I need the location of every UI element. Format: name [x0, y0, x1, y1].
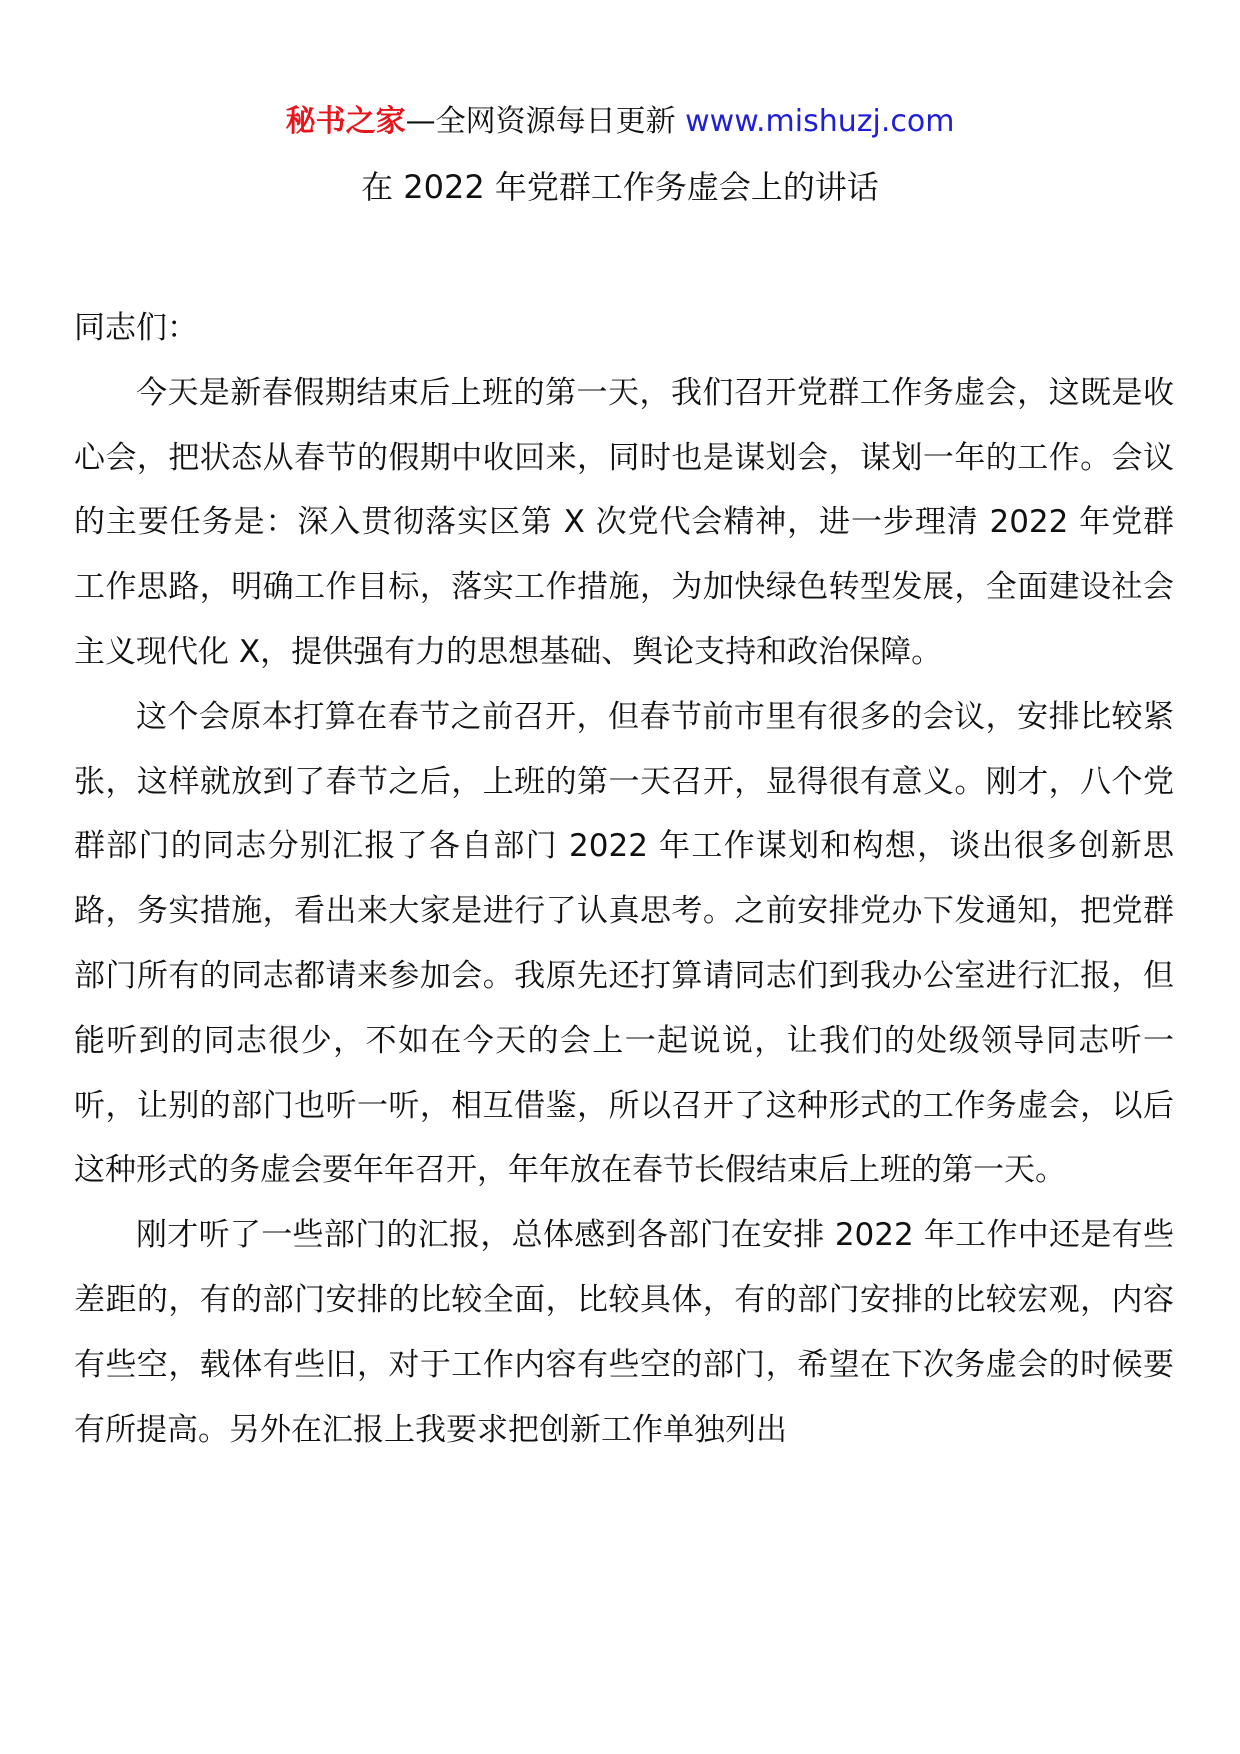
header-tagline: —全网资源每日更新	[405, 104, 676, 139]
document-title: 在 2022 年党群工作务虚会上的讲话	[361, 168, 879, 206]
paragraph: 刚才听了一些部门的汇报，总体感到各部门在安排 2022 年工作中还是有些差距的，有的部门安排的比较全面，比较具体，有的部门安排的比较宏观，内容有些空，载体有些旧，对于工作内容有些空的部门，希望在下次务虚会的时候要有所提高。另外在汇报上我要求把创新工作单独列出	[74, 1217, 1174, 1448]
salutation: 同志们：	[74, 310, 198, 346]
site-url-link[interactable]: www.mishuzj.com	[685, 104, 955, 139]
paragraph: 今天是新春假期结束后上班的第一天，我们召开党群工作务虚会，这既是收心会，把状态从春节的假期中收回来，同时也是谋划会，谋划一年的工作。会议的主要任务是：深入贯彻落实区第 X 次党代会精神，进一步理清 2022 年党群工作思路，明确工作目标，落实工作措施，为加快绿色转型发展，全面建设社会主义现代化 X，提供强有力的思想基础、舆论支持和政治保障。	[74, 374, 1174, 670]
document-body	[74, 296, 1174, 1462]
brand-name: 秘书之家	[285, 104, 406, 139]
paragraph: 这个会原本打算在春节之前召开，但春节前市里有很多的会议，安排比较紧张，这样就放到了春节之后，上班的第一天召开，显得很有意义。刚才，八个党群部门的同志分别汇报了各自部门 2022 年工作谋划和构想，谈出很多创新思路，务实措施，看出来大家是进行了认真思考。之前安排党办下发通知，把党群部门所有的同志都请来参加会。我原先还打算请同志们到我办公室进行汇报，但能听到的同志很少，不如在今天的会上一起说说，让我们的处级领导同志听一听，让别的部门也听一听，相互借鉴，所以召开了这种形式的工作务虚会，以后这种形式的务虚会要年年召开，年年放在春节长假结束后上班的第一天。	[74, 698, 1174, 1189]
site-header	[0, 100, 1240, 144]
